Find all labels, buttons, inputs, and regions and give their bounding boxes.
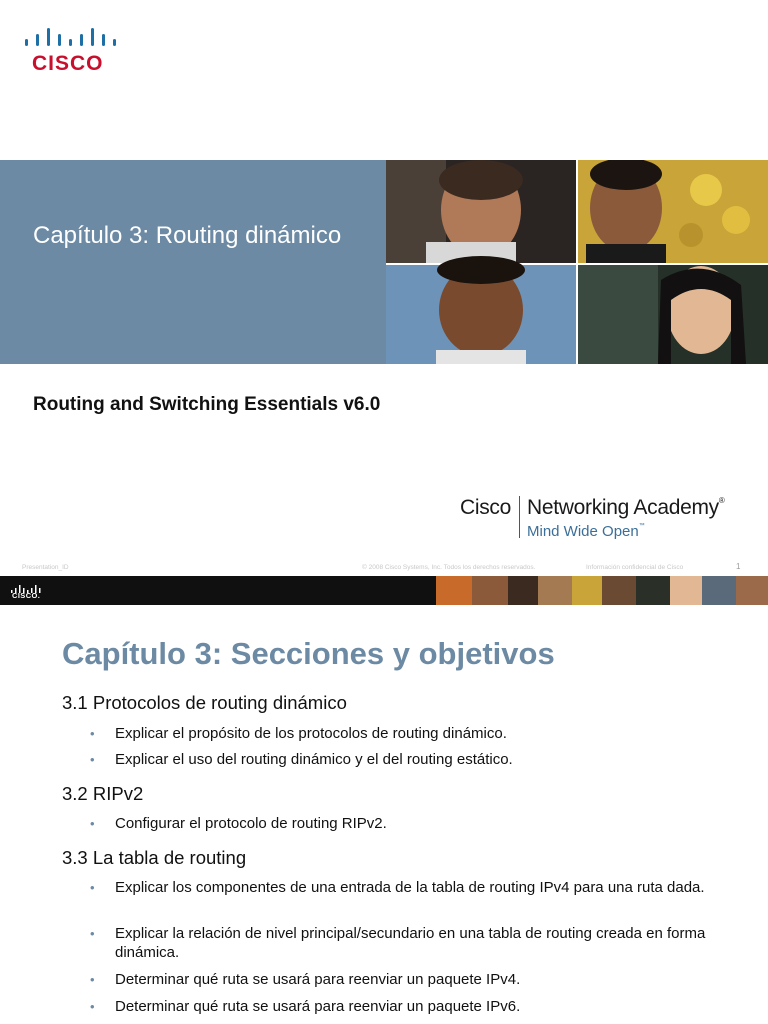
bullet-icon: • [90,726,95,741]
footer-presentation-id: Presentation_ID [22,564,69,571]
bullet-icon: • [90,926,95,941]
photo-collage [386,160,768,364]
footer-page-number: 1 [736,562,741,571]
header-cisco-word: CISCO. [12,591,41,600]
netacad-tagline-text: Mind Wide Open [527,523,639,540]
cisco-logo-word: CISCO [32,52,104,75]
objectives-title: Capítulo 3: Secciones y objetivos [62,636,555,671]
bullet-icon: • [90,972,95,987]
list-item-text: Configurar el protocolo de routing RIPv2. [115,815,387,832]
list-item-text: Determinar qué ruta se usará para reenviar un paquete IPv4. [115,971,521,988]
list-item-text: Explicar el propósito de los protocolos de routing dinámico. [115,725,507,742]
bullet-icon: • [90,752,95,767]
list-item-text: Explicar la relación de nivel principal/secundario en una tabla de routing creada en forma dinámica. [115,925,706,961]
list-item-text: Explicar los componentes de una entrada de la tabla de routing IPv4 para una ruta dada. [115,879,705,896]
header-photo-strip [436,576,768,605]
netacad-name: Networking Academy® [527,496,725,519]
list-item-text: Explicar el uso del routing dinámico y el del routing estático. [115,751,513,768]
course-subtitle: Routing and Switching Essentials v6.0 [33,394,381,415]
netacad-tagline: Mind Wide Open™ [527,523,645,540]
netacad-separator [519,496,520,538]
bullet-icon: • [90,816,95,831]
section-heading: 3.2 RIPv2 [62,783,144,804]
cisco-logo [24,24,118,76]
networking-academy-logo [460,494,760,544]
section-heading: 3.1 Protocolos de routing dinámico [62,692,347,713]
slide-title: Capítulo 3: Routing dinámico [33,222,342,249]
title-banner [0,160,386,364]
header-cisco-logo [10,581,44,601]
footer-confidential: Información confidencial de Cisco [586,564,684,571]
bullet-icon: • [90,880,95,895]
netacad-cisco-word: Cisco [460,496,512,519]
netacad-name-text: Networking Academy [527,496,719,519]
objectives-slide [0,576,768,1024]
bullet-icon: • [90,999,95,1014]
list-item-text: Determinar qué ruta se usará para reenviar un paquete IPv6. [115,998,521,1015]
cisco-bridge-icon [24,24,118,50]
section-heading: 3.3 La tabla de routing [62,847,247,868]
footer-copyright: © 2008 Cisco Systems, Inc. Todos los derechos reservados. [362,564,536,571]
